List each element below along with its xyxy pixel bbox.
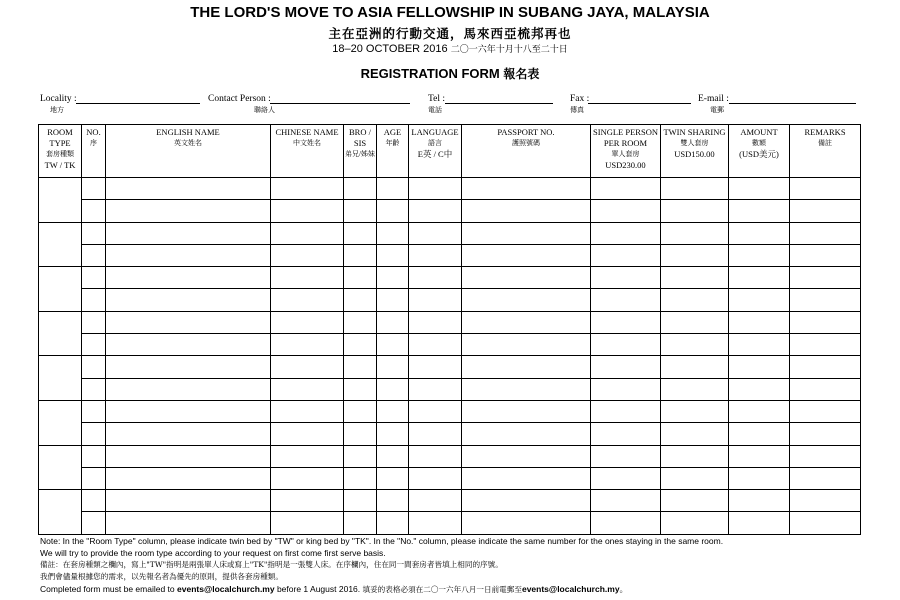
table-cell[interactable] <box>729 311 790 333</box>
event-date <box>0 42 900 55</box>
table-row <box>39 222 861 244</box>
fax-field <box>570 94 590 114</box>
table-cell[interactable] <box>39 178 82 223</box>
table-cell[interactable] <box>106 467 271 489</box>
table-cell[interactable] <box>790 267 861 289</box>
table-cell[interactable] <box>344 378 377 400</box>
table-cell[interactable] <box>82 200 106 222</box>
table-cell[interactable] <box>377 244 409 266</box>
table-cell[interactable] <box>462 512 591 534</box>
table-cell[interactable] <box>344 467 377 489</box>
table-cell[interactable] <box>790 512 861 534</box>
table-cell[interactable] <box>39 490 82 535</box>
table-row <box>39 244 861 266</box>
event-title: THE LORD'S MOVE TO ASIA FELLOWSHIP IN SUBANG JAYA, MALAYSIA <box>190 4 710 21</box>
table-row <box>39 467 861 489</box>
column-header-extra: E英 / C中 <box>417 149 453 159</box>
table-cell[interactable] <box>106 400 271 422</box>
table-cell[interactable] <box>39 311 82 356</box>
table-cell[interactable] <box>591 423 661 445</box>
table-cell[interactable] <box>591 244 661 266</box>
table-cell[interactable] <box>409 334 462 356</box>
table-cell[interactable] <box>39 445 82 490</box>
table-cell[interactable] <box>661 445 729 467</box>
table-cell[interactable] <box>790 334 861 356</box>
table-cell[interactable] <box>729 200 790 222</box>
table-cell[interactable] <box>106 222 271 244</box>
table-cell[interactable] <box>377 445 409 467</box>
table-row <box>39 178 861 200</box>
column-header-8 <box>591 125 661 178</box>
tel-input[interactable] <box>445 103 553 104</box>
table-cell[interactable] <box>344 267 377 289</box>
form-title-en: REGISTRATION FORM <box>360 66 500 81</box>
column-header-label: AGE <box>383 127 402 137</box>
table-cell[interactable] <box>271 289 344 311</box>
column-header-label: CHINESE NAME <box>275 127 339 137</box>
table-header-row <box>39 125 861 178</box>
table-cell[interactable] <box>344 178 377 200</box>
table-cell[interactable] <box>271 423 344 445</box>
locality-input[interactable] <box>76 103 200 104</box>
table-cell[interactable] <box>82 467 106 489</box>
contact-label-cn: 聯絡人 <box>254 106 275 114</box>
table-cell[interactable] <box>409 267 462 289</box>
table-row <box>39 378 861 400</box>
table-cell[interactable] <box>462 200 591 222</box>
table-cell[interactable] <box>344 222 377 244</box>
table-cell[interactable] <box>106 356 271 378</box>
table-cell[interactable] <box>377 512 409 534</box>
tel-field <box>428 94 446 114</box>
table-cell[interactable] <box>377 400 409 422</box>
column-header-4 <box>344 125 377 178</box>
table-cell[interactable] <box>790 244 861 266</box>
table-cell[interactable] <box>462 378 591 400</box>
table-cell[interactable] <box>790 311 861 333</box>
column-header-extra: USD230.00 <box>605 160 646 170</box>
column-header-11 <box>790 125 861 178</box>
table-cell[interactable] <box>106 445 271 467</box>
table-cell[interactable] <box>729 400 790 422</box>
table-cell[interactable] <box>729 467 790 489</box>
table-cell[interactable] <box>409 311 462 333</box>
table-cell[interactable] <box>790 445 861 467</box>
table-cell[interactable] <box>661 467 729 489</box>
table-cell[interactable] <box>729 178 790 200</box>
tel-label: Tel : <box>428 94 446 104</box>
column-header-label-cn: 數額 <box>752 139 766 147</box>
table-cell[interactable] <box>729 490 790 512</box>
table-cell[interactable] <box>271 178 344 200</box>
table-cell[interactable] <box>377 222 409 244</box>
form-title <box>0 65 900 82</box>
table-cell[interactable] <box>462 445 591 467</box>
table-cell[interactable] <box>729 423 790 445</box>
table-cell[interactable] <box>82 356 106 378</box>
column-header-label: NO. <box>86 127 101 137</box>
fax-label-cn: 傳真 <box>570 106 584 114</box>
table-cell[interactable] <box>39 400 82 445</box>
contact-field <box>208 94 275 114</box>
column-header-10 <box>729 125 790 178</box>
table-cell[interactable] <box>271 334 344 356</box>
locality-label-cn: 地方 <box>50 106 64 114</box>
note-line-5-pre: Completed form must be emailed to <box>40 584 178 594</box>
column-header-label-cn: 序 <box>90 139 97 147</box>
table-cell[interactable] <box>82 400 106 422</box>
table-cell[interactable] <box>462 467 591 489</box>
column-header-6 <box>409 125 462 178</box>
column-header-extra: USD150.00 <box>674 149 715 159</box>
table-cell[interactable] <box>409 467 462 489</box>
table-cell[interactable] <box>271 400 344 422</box>
table-cell[interactable] <box>591 178 661 200</box>
table-cell[interactable] <box>271 222 344 244</box>
column-header-1 <box>82 125 106 178</box>
table-cell[interactable] <box>661 512 729 534</box>
table-cell[interactable] <box>271 244 344 266</box>
table-cell[interactable] <box>462 244 591 266</box>
column-header-2 <box>106 125 271 178</box>
table-cell[interactable] <box>106 200 271 222</box>
table-cell[interactable] <box>462 311 591 333</box>
table-cell[interactable] <box>591 222 661 244</box>
table-cell[interactable] <box>377 467 409 489</box>
table-cell[interactable] <box>462 222 591 244</box>
table-cell[interactable] <box>344 289 377 311</box>
column-header-3 <box>271 125 344 178</box>
table-cell[interactable] <box>591 356 661 378</box>
table-cell[interactable] <box>462 267 591 289</box>
column-header-label: TWIN SHARING <box>663 127 726 137</box>
column-header-label: SINGLE PERSON PER ROOM <box>593 127 658 148</box>
table-cell[interactable] <box>344 490 377 512</box>
table-cell[interactable] <box>377 334 409 356</box>
table-row <box>39 423 861 445</box>
table-cell[interactable] <box>271 445 344 467</box>
table-cell[interactable] <box>82 512 106 534</box>
locality-label: Locality : <box>40 94 77 104</box>
table-cell[interactable] <box>591 490 661 512</box>
table-cell[interactable] <box>790 178 861 200</box>
table-cell[interactable] <box>661 400 729 422</box>
table-row <box>39 512 861 534</box>
column-header-label-cn: 語言 <box>428 139 442 147</box>
table-cell[interactable] <box>271 311 344 333</box>
table-cell[interactable] <box>591 267 661 289</box>
table-cell[interactable] <box>82 178 106 200</box>
table-row <box>39 311 861 333</box>
table-cell[interactable] <box>82 445 106 467</box>
tel-label-cn: 電話 <box>428 106 442 114</box>
table-cell[interactable] <box>591 334 661 356</box>
note-line-3: 備註：在套房種類之欄內，寫上"TW"指明是兩張單人床或寫上"TK"指明是一張雙人床。在序欄內，住在同一間套房者皆填上相同的序號。 <box>40 560 503 569</box>
table-cell[interactable] <box>462 400 591 422</box>
form-title-cn: 報名表 <box>503 67 540 81</box>
table-cell[interactable] <box>790 400 861 422</box>
column-header-label: REMARKS <box>804 127 846 137</box>
table-cell[interactable] <box>661 222 729 244</box>
table-cell[interactable] <box>591 512 661 534</box>
column-header-0 <box>39 125 82 178</box>
table-cell[interactable] <box>409 445 462 467</box>
table-cell[interactable] <box>271 267 344 289</box>
column-header-label: LANGUAGE <box>411 127 459 137</box>
table-cell[interactable] <box>409 356 462 378</box>
table-cell[interactable] <box>729 222 790 244</box>
table-cell[interactable] <box>39 356 82 401</box>
table-cell[interactable] <box>729 512 790 534</box>
note-line-2: We will try to provide the room type according to your request on first come first serve basis. <box>40 548 386 558</box>
table-cell[interactable] <box>106 490 271 512</box>
table-cell[interactable] <box>661 244 729 266</box>
table-cell[interactable] <box>344 512 377 534</box>
table-cell[interactable] <box>661 200 729 222</box>
table-cell[interactable] <box>377 267 409 289</box>
table-cell[interactable] <box>409 244 462 266</box>
table-row <box>39 400 861 422</box>
table-row <box>39 356 861 378</box>
column-header-label-cn: 弟兄/姊妹 <box>345 150 375 158</box>
table-cell[interactable] <box>377 423 409 445</box>
column-header-label: BRO / SIS <box>349 127 371 148</box>
table-cell[interactable] <box>591 311 661 333</box>
table-cell[interactable] <box>790 289 861 311</box>
table-cell[interactable] <box>344 334 377 356</box>
table-cell[interactable] <box>591 400 661 422</box>
table-cell[interactable] <box>344 311 377 333</box>
table-cell[interactable] <box>377 356 409 378</box>
table-cell[interactable] <box>790 423 861 445</box>
note-line-1: Note: In the "Room Type" column, please indicate twin bed by "TW" or king bed by "TK". In the "No." column, please indicate the same number for the ones staying in the same room. <box>40 536 724 546</box>
table-cell[interactable] <box>344 356 377 378</box>
table-cell[interactable] <box>790 222 861 244</box>
table-cell[interactable] <box>409 490 462 512</box>
table-cell[interactable] <box>271 378 344 400</box>
table-cell[interactable] <box>106 311 271 333</box>
table-cell[interactable] <box>271 512 344 534</box>
fax-input[interactable] <box>588 103 691 104</box>
table-cell[interactable] <box>377 490 409 512</box>
event-date-cn: 二〇一六年十月十八至二十日 <box>450 45 568 55</box>
table-cell[interactable] <box>82 378 106 400</box>
table-cell[interactable] <box>729 334 790 356</box>
table-cell[interactable] <box>790 378 861 400</box>
table-cell[interactable] <box>82 334 106 356</box>
table-cell[interactable] <box>409 178 462 200</box>
table-cell[interactable] <box>591 200 661 222</box>
table-cell[interactable] <box>661 490 729 512</box>
table-cell[interactable] <box>344 200 377 222</box>
note-line-5 <box>40 583 723 596</box>
column-header-label: ROOM TYPE <box>47 127 73 148</box>
note-line-5-end: 。 <box>619 584 629 594</box>
table-cell[interactable] <box>271 356 344 378</box>
table-cell[interactable] <box>377 311 409 333</box>
notes-section <box>40 535 723 596</box>
table-cell[interactable] <box>106 178 271 200</box>
table-cell[interactable] <box>462 178 591 200</box>
table-cell[interactable] <box>82 267 106 289</box>
table-cell[interactable] <box>790 467 861 489</box>
table-cell[interactable] <box>409 512 462 534</box>
table-cell[interactable] <box>39 267 82 312</box>
column-header-label-cn: 單人套房 <box>611 150 640 158</box>
column-header-label-cn: 護照號碼 <box>512 139 540 147</box>
table-cell[interactable] <box>661 178 729 200</box>
table-cell[interactable] <box>661 267 729 289</box>
table-cell[interactable] <box>591 445 661 467</box>
table-cell[interactable] <box>591 467 661 489</box>
column-header-9 <box>661 125 729 178</box>
table-cell[interactable] <box>106 423 271 445</box>
table-cell[interactable] <box>462 423 591 445</box>
table-cell[interactable] <box>729 445 790 467</box>
table-cell[interactable] <box>661 289 729 311</box>
table-cell[interactable] <box>106 267 271 289</box>
table-cell[interactable] <box>462 289 591 311</box>
table-cell[interactable] <box>106 334 271 356</box>
contact-input[interactable] <box>270 103 410 104</box>
table-cell[interactable] <box>377 378 409 400</box>
column-header-label-cn: 套房種類 <box>46 150 74 158</box>
table-cell[interactable] <box>82 423 106 445</box>
table-row <box>39 445 861 467</box>
note-line-4: 我們會儘量根據您的需求，以先報名者為優先的原則，提供各套房種類。 <box>40 572 283 581</box>
table-cell[interactable] <box>462 334 591 356</box>
event-title-chinese: 主在亞洲的行動交通，馬來西亞梳邦再也 <box>328 26 572 41</box>
table-cell[interactable] <box>790 356 861 378</box>
table-row <box>39 289 861 311</box>
note-line-5-cn: 填妥的表格必須在二〇一六年八月一日前電郵至 <box>362 585 522 594</box>
column-header-label-cn: 年齡 <box>385 139 400 147</box>
table-cell[interactable] <box>106 244 271 266</box>
table-cell[interactable] <box>106 378 271 400</box>
table-cell[interactable] <box>462 490 591 512</box>
table-cell[interactable] <box>271 490 344 512</box>
table-cell[interactable] <box>82 289 106 311</box>
table-cell[interactable] <box>377 178 409 200</box>
column-header-7 <box>462 125 591 178</box>
column-header-5 <box>377 125 409 178</box>
table-cell[interactable] <box>344 400 377 422</box>
fax-label: Fax : <box>570 94 590 104</box>
table-cell[interactable] <box>409 400 462 422</box>
table-cell[interactable] <box>661 334 729 356</box>
column-header-label: PASSPORT NO. <box>497 127 555 137</box>
event-date-en: 18–20 OCTOBER 2016 <box>332 43 448 55</box>
table-cell[interactable] <box>271 200 344 222</box>
table-cell[interactable] <box>271 467 344 489</box>
table-cell[interactable] <box>82 222 106 244</box>
table-cell[interactable] <box>661 311 729 333</box>
table-row <box>39 267 861 289</box>
email-link[interactable]: events@localchurch.my <box>177 584 275 594</box>
table-cell[interactable] <box>790 490 861 512</box>
table-cell[interactable] <box>106 289 271 311</box>
table-cell[interactable] <box>729 267 790 289</box>
table-cell[interactable] <box>344 423 377 445</box>
table-cell[interactable] <box>409 289 462 311</box>
column-header-label: AMOUNT <box>740 127 778 137</box>
table-cell[interactable] <box>106 512 271 534</box>
column-header-label-cn: 英文姓名 <box>174 139 202 147</box>
table-cell[interactable] <box>729 244 790 266</box>
column-header-label: ENGLISH NAME <box>156 127 220 137</box>
column-header-extra: TW / TK <box>44 160 76 170</box>
table-cell[interactable] <box>591 378 661 400</box>
contact-label: Contact Person : <box>208 94 271 104</box>
table-cell[interactable] <box>661 423 729 445</box>
table-row <box>39 200 861 222</box>
table-cell[interactable] <box>344 244 377 266</box>
email-input[interactable] <box>729 103 856 104</box>
table-cell[interactable] <box>729 378 790 400</box>
table-cell[interactable] <box>409 378 462 400</box>
table-row <box>39 334 861 356</box>
column-header-label-cn: 雙人套房 <box>680 139 709 147</box>
table-cell[interactable] <box>39 222 82 267</box>
table-cell[interactable] <box>790 200 861 222</box>
table-cell[interactable] <box>409 200 462 222</box>
email-field <box>698 94 729 114</box>
table-cell[interactable] <box>409 423 462 445</box>
table-cell[interactable] <box>344 445 377 467</box>
column-header-label-cn: 中文姓名 <box>293 139 321 147</box>
table-cell[interactable] <box>82 311 106 333</box>
email-label: E-mail : <box>698 94 729 104</box>
table-cell[interactable] <box>661 356 729 378</box>
column-header-extra: (USD美元) <box>739 149 779 159</box>
table-cell[interactable] <box>462 356 591 378</box>
column-header-label-cn: 備註 <box>818 139 832 147</box>
email-link-2[interactable]: events@localchurch.my <box>521 584 620 594</box>
email-label-cn: 電郵 <box>710 106 724 114</box>
table-row <box>39 490 861 512</box>
table-cell[interactable] <box>661 378 729 400</box>
table-cell[interactable] <box>591 289 661 311</box>
table-cell[interactable] <box>377 200 409 222</box>
registration-table <box>38 124 861 535</box>
table-cell[interactable] <box>729 356 790 378</box>
table-cell[interactable] <box>82 244 106 266</box>
table-cell[interactable] <box>377 289 409 311</box>
locality-field <box>40 94 77 114</box>
table-cell[interactable] <box>729 289 790 311</box>
note-line-5-mid: before 1 August 2016. <box>274 584 363 594</box>
table-cell[interactable] <box>82 490 106 512</box>
table-cell[interactable] <box>409 222 462 244</box>
